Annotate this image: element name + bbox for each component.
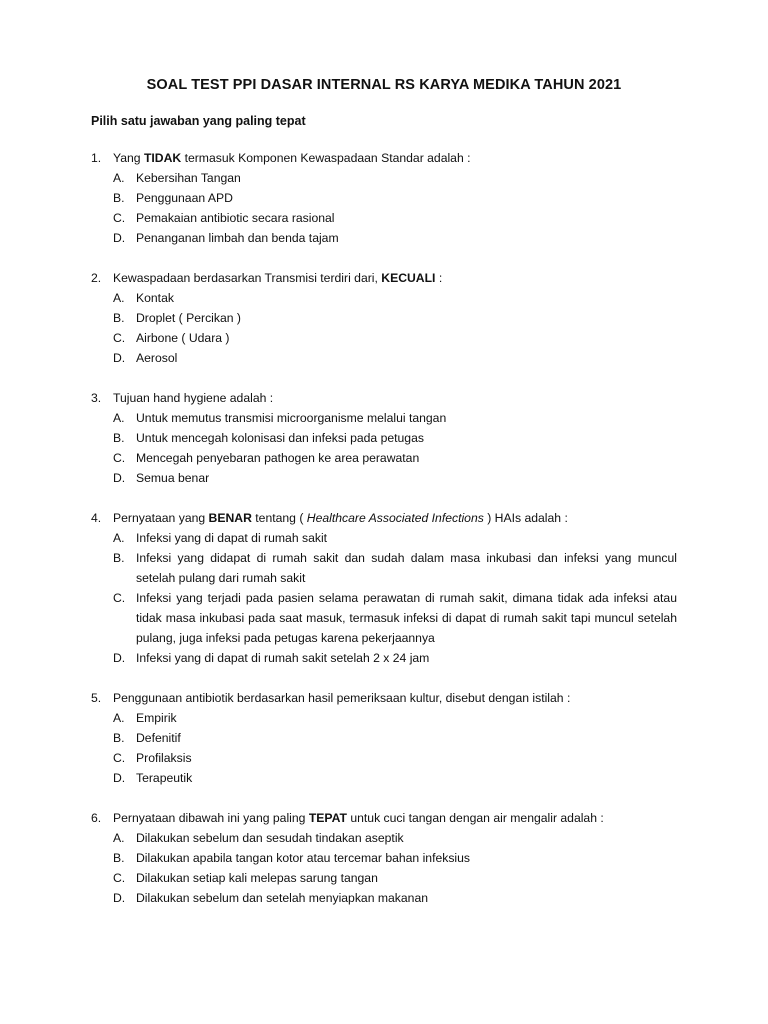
- option-d: [91, 348, 677, 368]
- option-c: [91, 328, 677, 348]
- question-number: 5.: [91, 691, 102, 705]
- option-c: [91, 868, 677, 888]
- option-a: [91, 528, 677, 548]
- question-number: 3.: [91, 391, 102, 405]
- option-a: [91, 408, 677, 428]
- option-text: Semua benar: [136, 471, 210, 485]
- option-d: [91, 768, 677, 788]
- option-text: Kontak: [136, 291, 174, 305]
- option-label: B.: [113, 851, 125, 865]
- option-a: [91, 828, 677, 848]
- question-5: [91, 688, 677, 788]
- document-title: SOAL TEST PPI DASAR INTERNAL RS KARYA MEDIKA TAHUN 2021: [146, 77, 622, 93]
- option-text: Pemakaian antibiotic secara rasional: [136, 211, 335, 225]
- option-label: A.: [113, 711, 125, 725]
- option-label: D.: [113, 651, 126, 665]
- option-text: Mencegah penyebaran pathogen ke area perawatan: [136, 451, 420, 465]
- question-number: 2.: [91, 271, 102, 285]
- option-d: [91, 228, 677, 248]
- option-text: Penggunaan APD: [136, 191, 233, 205]
- option-text: Aerosol: [136, 351, 178, 365]
- option-a: [91, 168, 677, 188]
- question-4: [91, 508, 677, 668]
- option-label: D.: [113, 351, 126, 365]
- option-text: Penanganan limbah dan benda tajam: [136, 231, 339, 245]
- question-list: [91, 148, 677, 928]
- option-text: Dilakukan sebelum dan setelah menyiapkan makanan: [136, 891, 429, 905]
- option-label: D.: [113, 231, 126, 245]
- option-c: [91, 748, 677, 768]
- question-number: 4.: [91, 511, 102, 525]
- question-6: [91, 808, 677, 908]
- option-label: A.: [113, 171, 125, 185]
- option-c: [91, 448, 677, 468]
- option-label: C.: [113, 331, 126, 345]
- option-b: [91, 188, 677, 208]
- option-a: [91, 288, 677, 308]
- emphasis-text: TEPAT: [308, 811, 347, 825]
- question-number: 6.: [91, 811, 102, 825]
- option-label: B.: [113, 311, 125, 325]
- option-label: D.: [113, 471, 126, 485]
- instruction-text: Pilih satu jawaban yang paling tepat: [91, 114, 306, 128]
- question-text: Pernyataan dibawah ini yang paling TEPAT untuk cuci tangan dengan air mengalir adalah :: [113, 811, 604, 825]
- option-label: A.: [113, 411, 125, 425]
- italic-term: Healthcare Associated Infections: [306, 511, 484, 525]
- question-text: Pernyataan yang BENAR tentang ( Healthcare Associated Infections ) HAIs adalah :: [113, 511, 568, 525]
- option-c: [91, 588, 677, 648]
- option-text: Infeksi yang di dapat di rumah sakit setelah 2 x 24 jam: [136, 651, 430, 665]
- option-text: Infeksi yang di dapat di rumah sakit: [136, 531, 328, 545]
- option-label: B.: [113, 191, 125, 205]
- option-text: Airbone ( Udara ): [136, 331, 230, 345]
- option-label: B.: [113, 551, 125, 565]
- emphasis-text: TIDAK: [143, 151, 182, 165]
- option-text: Profilaksis: [136, 751, 192, 765]
- option-a: [91, 708, 677, 728]
- option-b: [91, 548, 677, 588]
- option-label: C.: [113, 751, 126, 765]
- option-text: Dilakukan apabila tangan kotor atau tercemar bahan infeksius: [136, 851, 471, 865]
- option-label: A.: [113, 531, 125, 545]
- option-text: Dilakukan setiap kali melepas sarung tangan: [136, 871, 378, 885]
- emphasis-text: KECUALI: [381, 271, 436, 285]
- option-text: Infeksi yang terjadi pada pasien selama perawatan di rumah sakit, dimana tidak ada infeksi atau tidak masa inkubasi pada saat masuk, termasuk infeksi di dapat di rumah sakit tapi muncul setelah pulang, juga infeksi pada petugas karena pekerjaannya: [136, 591, 677, 645]
- option-d: [91, 468, 677, 488]
- option-text: Terapeutik: [136, 771, 193, 785]
- option-label: C.: [113, 451, 126, 465]
- option-label: D.: [113, 771, 126, 785]
- option-c: [91, 208, 677, 228]
- emphasis-text: BENAR: [208, 511, 252, 525]
- option-text: Untuk mencegah kolonisasi dan infeksi pada petugas: [136, 431, 424, 445]
- option-label: A.: [113, 831, 125, 845]
- question-text: Tujuan hand hygiene adalah :: [113, 391, 274, 405]
- question-text: Kewaspadaan berdasarkan Transmisi terdiri dari, KECUALI :: [113, 271, 443, 285]
- option-label: D.: [113, 891, 126, 905]
- question-number: 1.: [91, 151, 102, 165]
- option-d: [91, 648, 677, 668]
- option-text: Kebersihan Tangan: [136, 171, 241, 185]
- question-3: [91, 388, 677, 488]
- option-b: [91, 308, 677, 328]
- option-text: Defenitif: [136, 731, 181, 745]
- option-b: [91, 848, 677, 868]
- option-text: Infeksi yang didapat di rumah sakit dan sudah dalam masa inkubasi dan infeksi yang muncul setelah pulang dari rumah sakit: [136, 551, 677, 585]
- option-label: C.: [113, 871, 126, 885]
- option-b: [91, 428, 677, 448]
- option-label: C.: [113, 591, 126, 605]
- option-text: Dilakukan sebelum dan sesudah tindakan aseptik: [136, 831, 404, 845]
- option-label: B.: [113, 431, 125, 445]
- option-text: Empirik: [136, 711, 177, 725]
- option-d: [91, 888, 677, 908]
- question-text: Yang TIDAK termasuk Komponen Kewaspadaan Standar adalah :: [113, 151, 471, 165]
- option-label: A.: [113, 291, 125, 305]
- option-label: C.: [113, 211, 126, 225]
- option-b: [91, 728, 677, 748]
- option-text: Untuk memutus transmisi microorganisme melalui tangan: [136, 411, 447, 425]
- question-1: [91, 148, 677, 248]
- option-text: Droplet ( Percikan ): [136, 311, 241, 325]
- question-2: [91, 268, 677, 368]
- question-text: Penggunaan antibiotik berdasarkan hasil pemeriksaan kultur, disebut dengan istilah :: [113, 691, 571, 705]
- option-label: B.: [113, 731, 125, 745]
